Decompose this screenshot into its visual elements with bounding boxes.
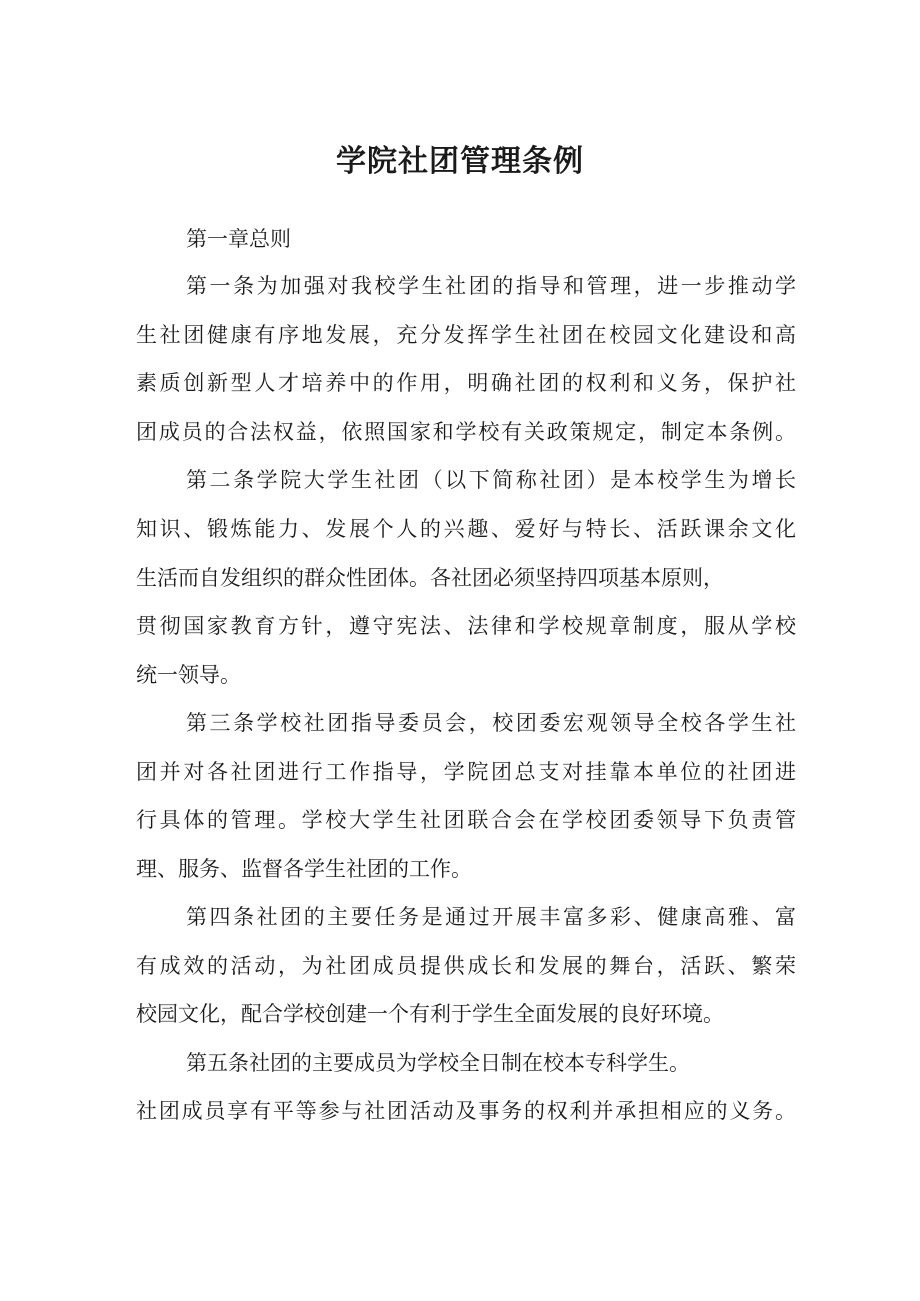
paragraph-line: 统一领导。 [136, 663, 241, 687]
paragraph-line: 第一条为加强对我校学生社团的指导和管理，进一步推动学 [186, 274, 796, 298]
paragraph-line: 理、服务、监督各学生社团的工作。 [136, 857, 472, 881]
paragraph-line: 生活而自发组织的群众性团体。各社团必须坚持四项基本原则， [136, 566, 724, 590]
paragraph-line: 团并对各社团进行工作指导，学院团总支对挂靠本单位的社团进 [136, 760, 796, 784]
paragraph-line: 社团成员享有平等参与社团活动及事务的权利并承担相应的义务。 [136, 1099, 796, 1123]
chapter-heading: 第一章总则 [186, 227, 291, 251]
paragraph-line: 第三条学校社团指导委员会，校团委宏观领导全校各学生社 [186, 711, 796, 735]
paragraph-line: 知识、锻炼能力、发展个人的兴趣、爱好与特长、活跃课余文化 [136, 517, 796, 541]
paragraph-line: 有成效的活动，为社团成员提供成长和发展的舞台，活跃、繁荣 [136, 954, 796, 978]
paragraph-line: 贯彻国家教育方针，遵守宪法、法律和学校规章制度，服从学校 [136, 614, 796, 638]
paragraph-line: 生社团健康有序地发展，充分发挥学生社团在校园文化建设和高 [136, 323, 796, 347]
paragraph-line: 校园文化，配合学校创建一个有利于学生全面发展的良好环境。 [136, 1002, 724, 1026]
paragraph-line: 第二条学院大学生社团（以下简称社团）是本校学生为增长 [186, 468, 796, 492]
paragraph-line: 行具体的管理。学校大学生社团联合会在学校团委领导下负责管 [136, 808, 796, 832]
paragraph-line: 第五条社团的主要成员为学校全日制在校本专科学生。 [186, 1051, 690, 1075]
document-title: 学院社团管理条例 [336, 144, 584, 179]
paragraph-line: 团成员的合法权益，依照国家和学校有关政策规定，制定本条例。 [136, 420, 796, 444]
paragraph-line: 第四条社团的主要任务是通过开展丰富多彩、健康高雅、富 [186, 905, 796, 929]
paragraph-line: 素质创新型人才培养中的作用，明确社团的权利和义务，保护社 [136, 371, 796, 395]
